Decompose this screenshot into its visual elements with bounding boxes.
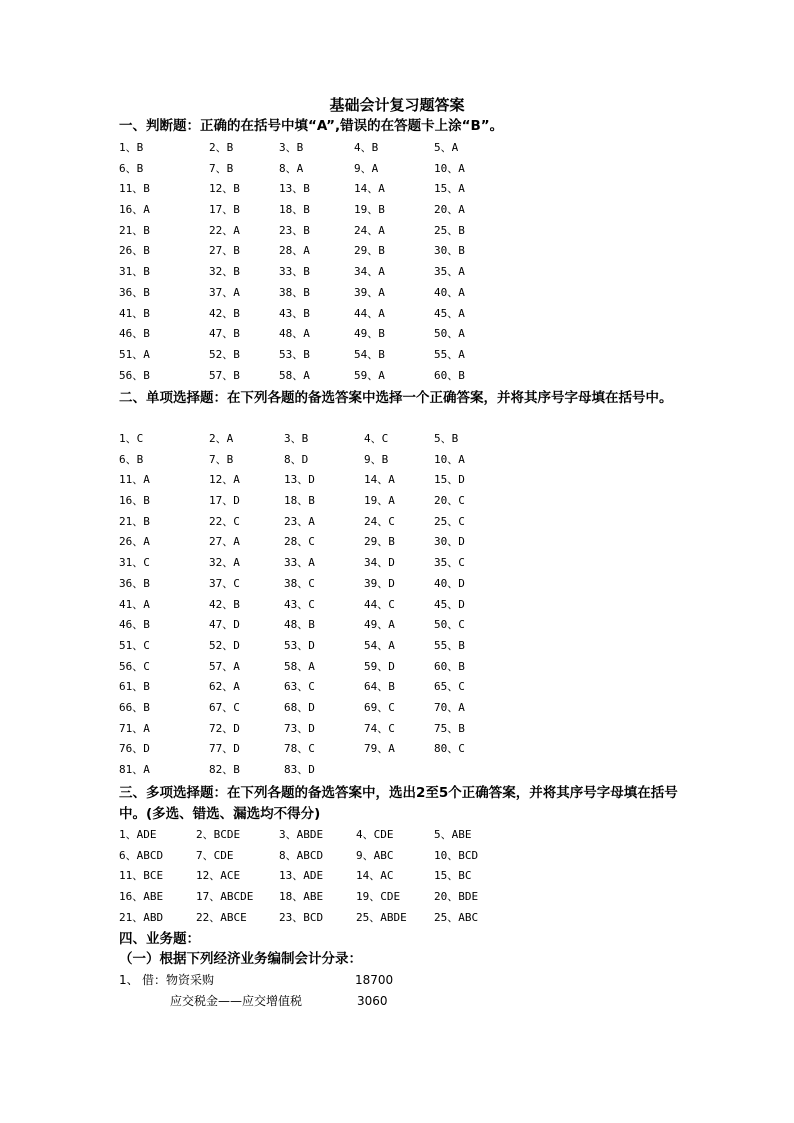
- section-3-answers: [119, 825, 679, 928]
- answer-cell: 82、B: [209, 763, 240, 776]
- answer-cell: 1、C: [119, 432, 144, 445]
- answer-cell: 10、BCD: [434, 848, 479, 862]
- answer-cell: 29、B: [354, 244, 385, 258]
- answer-cell: 9、A: [354, 161, 379, 175]
- answer-row: [119, 366, 679, 387]
- entry-number: 1、: [119, 973, 139, 987]
- answer-cell: 58、A: [279, 368, 310, 382]
- entry-amount: 3060: [357, 994, 388, 1008]
- answer-cell: 50、C: [434, 618, 465, 632]
- answer-cell: 3、B: [284, 432, 309, 445]
- answer-cell: 63、C: [284, 680, 315, 694]
- answer-cell: 34、A: [354, 265, 385, 279]
- answer-cell: 7、B: [209, 452, 234, 466]
- answer-row: [119, 262, 679, 283]
- answer-cell: 66、B: [119, 700, 150, 714]
- answer-row: [119, 760, 679, 781]
- answer-row: [119, 636, 679, 657]
- answer-cell: 7、CDE: [196, 848, 234, 862]
- answer-cell: 41、A: [119, 597, 150, 611]
- answer-cell: 11、A: [119, 473, 150, 487]
- answer-cell: 14、A: [354, 182, 385, 196]
- answer-cell: 64、B: [364, 680, 395, 694]
- answer-cell: 38、B: [279, 285, 310, 299]
- answer-cell: 65、C: [434, 680, 465, 694]
- answer-cell: 77、D: [209, 742, 240, 756]
- answer-row: [119, 677, 679, 698]
- answer-cell: 50、A: [434, 327, 465, 341]
- answer-row: [119, 908, 679, 929]
- answer-cell: 10、A: [434, 452, 465, 466]
- answer-cell: 40、A: [434, 285, 465, 299]
- answer-row: [119, 159, 679, 180]
- answer-cell: 2、A: [209, 432, 234, 445]
- answer-cell: 15、D: [434, 473, 465, 487]
- answer-cell: 18、B: [284, 494, 315, 508]
- answer-cell: 48、A: [279, 327, 310, 341]
- answer-cell: 32、B: [209, 265, 240, 279]
- answer-cell: 67、C: [209, 700, 240, 714]
- answer-cell: 19、CDE: [356, 890, 401, 904]
- answer-row: [119, 221, 679, 242]
- answer-cell: 54、A: [364, 638, 395, 652]
- answer-cell: 20、BDE: [434, 890, 479, 904]
- answer-cell: 16、A: [119, 203, 150, 217]
- answer-cell: 59、D: [364, 659, 395, 673]
- answer-cell: 16、B: [119, 494, 150, 508]
- answer-cell: 49、B: [354, 327, 385, 341]
- answer-cell: 55、A: [434, 347, 465, 361]
- answer-cell: 3、ABDE: [279, 828, 324, 841]
- answer-row: [119, 657, 679, 678]
- answer-cell: 21、B: [119, 223, 150, 237]
- answer-row: [119, 595, 679, 616]
- sub-account: 应交税金——应交增值税: [170, 994, 303, 1008]
- answer-cell: 14、AC: [356, 869, 394, 883]
- answer-cell: 21、ABD: [119, 910, 164, 924]
- answer-cell: 6、B: [119, 161, 144, 175]
- answer-cell: 15、A: [434, 182, 465, 196]
- answer-cell: 71、A: [119, 721, 150, 735]
- answer-row: [119, 304, 679, 325]
- answer-cell: 47、B: [209, 327, 240, 341]
- answer-row: [119, 450, 679, 471]
- section-4-subheading: （一）根据下列经济业务编制会计分录：: [119, 951, 362, 967]
- answer-row: [119, 866, 679, 887]
- answer-cell: 60、B: [434, 659, 465, 673]
- answer-cell: 9、ABC: [356, 848, 394, 862]
- answer-cell: 54、B: [354, 347, 385, 361]
- answer-row: [119, 512, 679, 533]
- answer-cell: 28、A: [279, 244, 310, 258]
- answer-cell: 30、B: [434, 244, 465, 258]
- answer-cell: 30、D: [434, 535, 465, 549]
- answer-row: [119, 887, 679, 908]
- answer-cell: 19、B: [354, 203, 385, 217]
- answer-row: [119, 324, 679, 345]
- answer-cell: 45、A: [434, 306, 465, 320]
- answer-cell: 12、ACE: [196, 869, 241, 883]
- entry-amount: 18700: [355, 973, 394, 987]
- answer-cell: 72、D: [209, 721, 240, 735]
- answer-row: [119, 615, 679, 636]
- answer-cell: 13、D: [284, 473, 315, 487]
- answer-cell: 4、C: [364, 432, 389, 445]
- answer-cell: 24、C: [364, 514, 395, 528]
- answer-cell: 17、ABCDE: [196, 890, 254, 904]
- answer-cell: 3、B: [279, 141, 304, 154]
- answer-cell: 20、A: [434, 203, 465, 217]
- answer-cell: 53、B: [279, 347, 310, 361]
- answer-row: [119, 491, 679, 512]
- answer-cell: 28、C: [284, 535, 315, 549]
- answer-cell: 8、ABCD: [279, 848, 324, 862]
- answer-row: [119, 532, 679, 553]
- answer-cell: 12、A: [209, 473, 240, 487]
- answer-cell: 57、A: [209, 659, 240, 673]
- answer-cell: 58、A: [284, 659, 315, 673]
- answer-cell: 19、A: [364, 494, 395, 508]
- answer-cell: 12、B: [209, 182, 240, 196]
- answer-cell: 7、B: [209, 161, 234, 175]
- answer-cell: 6、ABCD: [119, 848, 164, 862]
- answer-cell: 17、B: [209, 203, 240, 217]
- answer-cell: 69、C: [364, 700, 395, 714]
- section-4-heading: 四、业务题：: [119, 931, 200, 947]
- answer-cell: 9、B: [364, 452, 389, 466]
- answer-cell: 44、A: [354, 306, 385, 320]
- answer-cell: 56、C: [119, 659, 150, 673]
- answer-cell: 13、B: [279, 182, 310, 196]
- answer-cell: 62、A: [209, 680, 240, 694]
- answer-cell: 33、A: [284, 556, 315, 570]
- answer-cell: 27、A: [209, 535, 240, 549]
- answer-row: [119, 179, 679, 200]
- answer-cell: 18、B: [279, 203, 310, 217]
- answer-cell: 20、C: [434, 494, 465, 508]
- answer-cell: 40、D: [434, 576, 465, 590]
- answer-cell: 5、B: [434, 432, 459, 445]
- answer-cell: 42、B: [209, 597, 240, 611]
- answer-cell: 14、A: [364, 473, 395, 487]
- answer-row: [119, 345, 679, 366]
- answer-cell: 38、C: [284, 576, 315, 590]
- answer-cell: 8、A: [279, 161, 304, 175]
- answer-cell: 5、A: [434, 141, 459, 154]
- answer-cell: 25、ABC: [434, 910, 479, 924]
- answer-cell: 26、B: [119, 244, 150, 258]
- answer-cell: 80、C: [434, 742, 465, 756]
- answer-cell: 41、B: [119, 306, 150, 320]
- answer-cell: 36、B: [119, 285, 150, 299]
- answer-cell: 47、D: [209, 618, 240, 632]
- answer-cell: 32、A: [209, 556, 240, 570]
- answer-row: [119, 200, 679, 221]
- answer-cell: 5、ABE: [434, 828, 472, 841]
- answer-cell: 46、B: [119, 618, 150, 632]
- answer-cell: 17、D: [209, 494, 240, 508]
- answer-row: [119, 698, 679, 719]
- answer-cell: 44、C: [364, 597, 395, 611]
- answer-cell: 37、A: [209, 285, 240, 299]
- answer-row: [119, 574, 679, 595]
- answer-cell: 73、D: [284, 721, 315, 735]
- answer-cell: 79、A: [364, 742, 395, 756]
- debit-account: 借：物资采购: [142, 973, 215, 987]
- answer-cell: 68、D: [284, 700, 315, 714]
- answer-cell: 23、B: [279, 223, 310, 237]
- answer-cell: 8、D: [284, 452, 309, 466]
- section-1-answers: [119, 138, 679, 386]
- answer-cell: 83、D: [284, 763, 315, 776]
- answer-cell: 4、B: [354, 141, 379, 154]
- section-2-answers: [119, 429, 679, 781]
- answer-row: [119, 825, 679, 846]
- answer-cell: 55、B: [434, 638, 465, 652]
- answer-cell: 37、C: [209, 576, 240, 590]
- answer-cell: 11、BCE: [119, 869, 164, 883]
- answer-cell: 43、B: [279, 306, 310, 320]
- answer-cell: 36、B: [119, 576, 150, 590]
- answer-cell: 26、A: [119, 535, 150, 549]
- answer-cell: 2、BCDE: [196, 828, 241, 841]
- answer-cell: 81、A: [119, 763, 150, 776]
- answer-cell: 51、C: [119, 638, 150, 652]
- answer-cell: 49、A: [364, 618, 395, 632]
- answer-row: [119, 719, 679, 740]
- answer-cell: 39、D: [364, 576, 395, 590]
- answer-cell: 53、D: [284, 638, 315, 652]
- answer-cell: 56、B: [119, 368, 150, 382]
- answer-row: [119, 739, 679, 760]
- answer-cell: 29、B: [364, 535, 395, 549]
- answer-cell: 51、A: [119, 347, 150, 361]
- answer-cell: 52、B: [209, 347, 240, 361]
- answer-cell: 33、B: [279, 265, 310, 279]
- answer-cell: 25、B: [434, 223, 465, 237]
- answer-cell: 76、D: [119, 742, 150, 756]
- answer-row: [119, 283, 679, 304]
- answer-row: [119, 553, 679, 574]
- answer-cell: 25、C: [434, 514, 465, 528]
- answer-cell: 2、B: [209, 141, 234, 154]
- answer-cell: 61、B: [119, 680, 150, 694]
- answer-cell: 70、A: [434, 700, 465, 714]
- answer-cell: 48、B: [284, 618, 315, 632]
- answer-cell: 23、BCD: [279, 910, 324, 924]
- answer-cell: 16、ABE: [119, 890, 164, 904]
- answer-cell: 52、D: [209, 638, 240, 652]
- answer-cell: 35、C: [434, 556, 465, 570]
- answer-cell: 31、B: [119, 265, 150, 279]
- answer-cell: 34、D: [364, 556, 395, 570]
- answer-cell: 11、B: [119, 182, 150, 196]
- answer-cell: 59、A: [354, 368, 385, 382]
- answer-cell: 75、B: [434, 721, 465, 735]
- answer-cell: 35、A: [434, 265, 465, 279]
- answer-cell: 13、ADE: [279, 869, 324, 883]
- answer-cell: 74、C: [364, 721, 395, 735]
- answer-row: [119, 429, 679, 450]
- answer-cell: 43、C: [284, 597, 315, 611]
- answer-row: [119, 846, 679, 867]
- answer-cell: 42、B: [209, 306, 240, 320]
- answer-row: [119, 470, 679, 491]
- answer-cell: 78、C: [284, 742, 315, 756]
- answer-cell: 25、ABDE: [356, 910, 407, 924]
- answer-cell: 39、A: [354, 285, 385, 299]
- section-1-heading: 一、判断题：正确的在括号中填“A”,错误的在答题卡上涂“B”。: [119, 118, 504, 134]
- answer-cell: 22、ABCE: [196, 910, 247, 924]
- answer-cell: 4、CDE: [356, 828, 394, 841]
- answer-cell: 22、A: [209, 223, 240, 237]
- answer-cell: 1、ADE: [119, 828, 157, 841]
- answer-cell: 60、B: [434, 368, 465, 382]
- answer-cell: 1、B: [119, 141, 144, 154]
- answer-cell: 23、A: [284, 514, 315, 528]
- answer-cell: 22、C: [209, 514, 240, 528]
- answer-row: [119, 241, 679, 262]
- answer-cell: 15、BC: [434, 869, 472, 883]
- answer-row: [119, 138, 679, 159]
- answer-cell: 10、A: [434, 161, 465, 175]
- section-3-heading: 三、多项选择题：在下列各题的备选答案中，选出2至5个正确答案，并将其序号字母填在括号中。(多选、错选、漏选均不得分): [119, 785, 678, 822]
- answer-cell: 45、D: [434, 597, 465, 611]
- answer-cell: 27、B: [209, 244, 240, 258]
- answer-cell: 46、B: [119, 327, 150, 341]
- answer-cell: 6、B: [119, 452, 144, 466]
- document-title: 基础会计复习题答案: [329, 96, 465, 114]
- answer-cell: 57、B: [209, 368, 240, 382]
- section-2-heading: 二、单项选择题：在下列各题的备选答案中选择一个正确答案，并将其序号字母填在括号中。: [119, 390, 673, 406]
- answer-cell: 24、A: [354, 223, 385, 237]
- answer-cell: 31、C: [119, 556, 150, 570]
- answer-cell: 18、ABE: [279, 890, 324, 904]
- answer-cell: 21、B: [119, 514, 150, 528]
